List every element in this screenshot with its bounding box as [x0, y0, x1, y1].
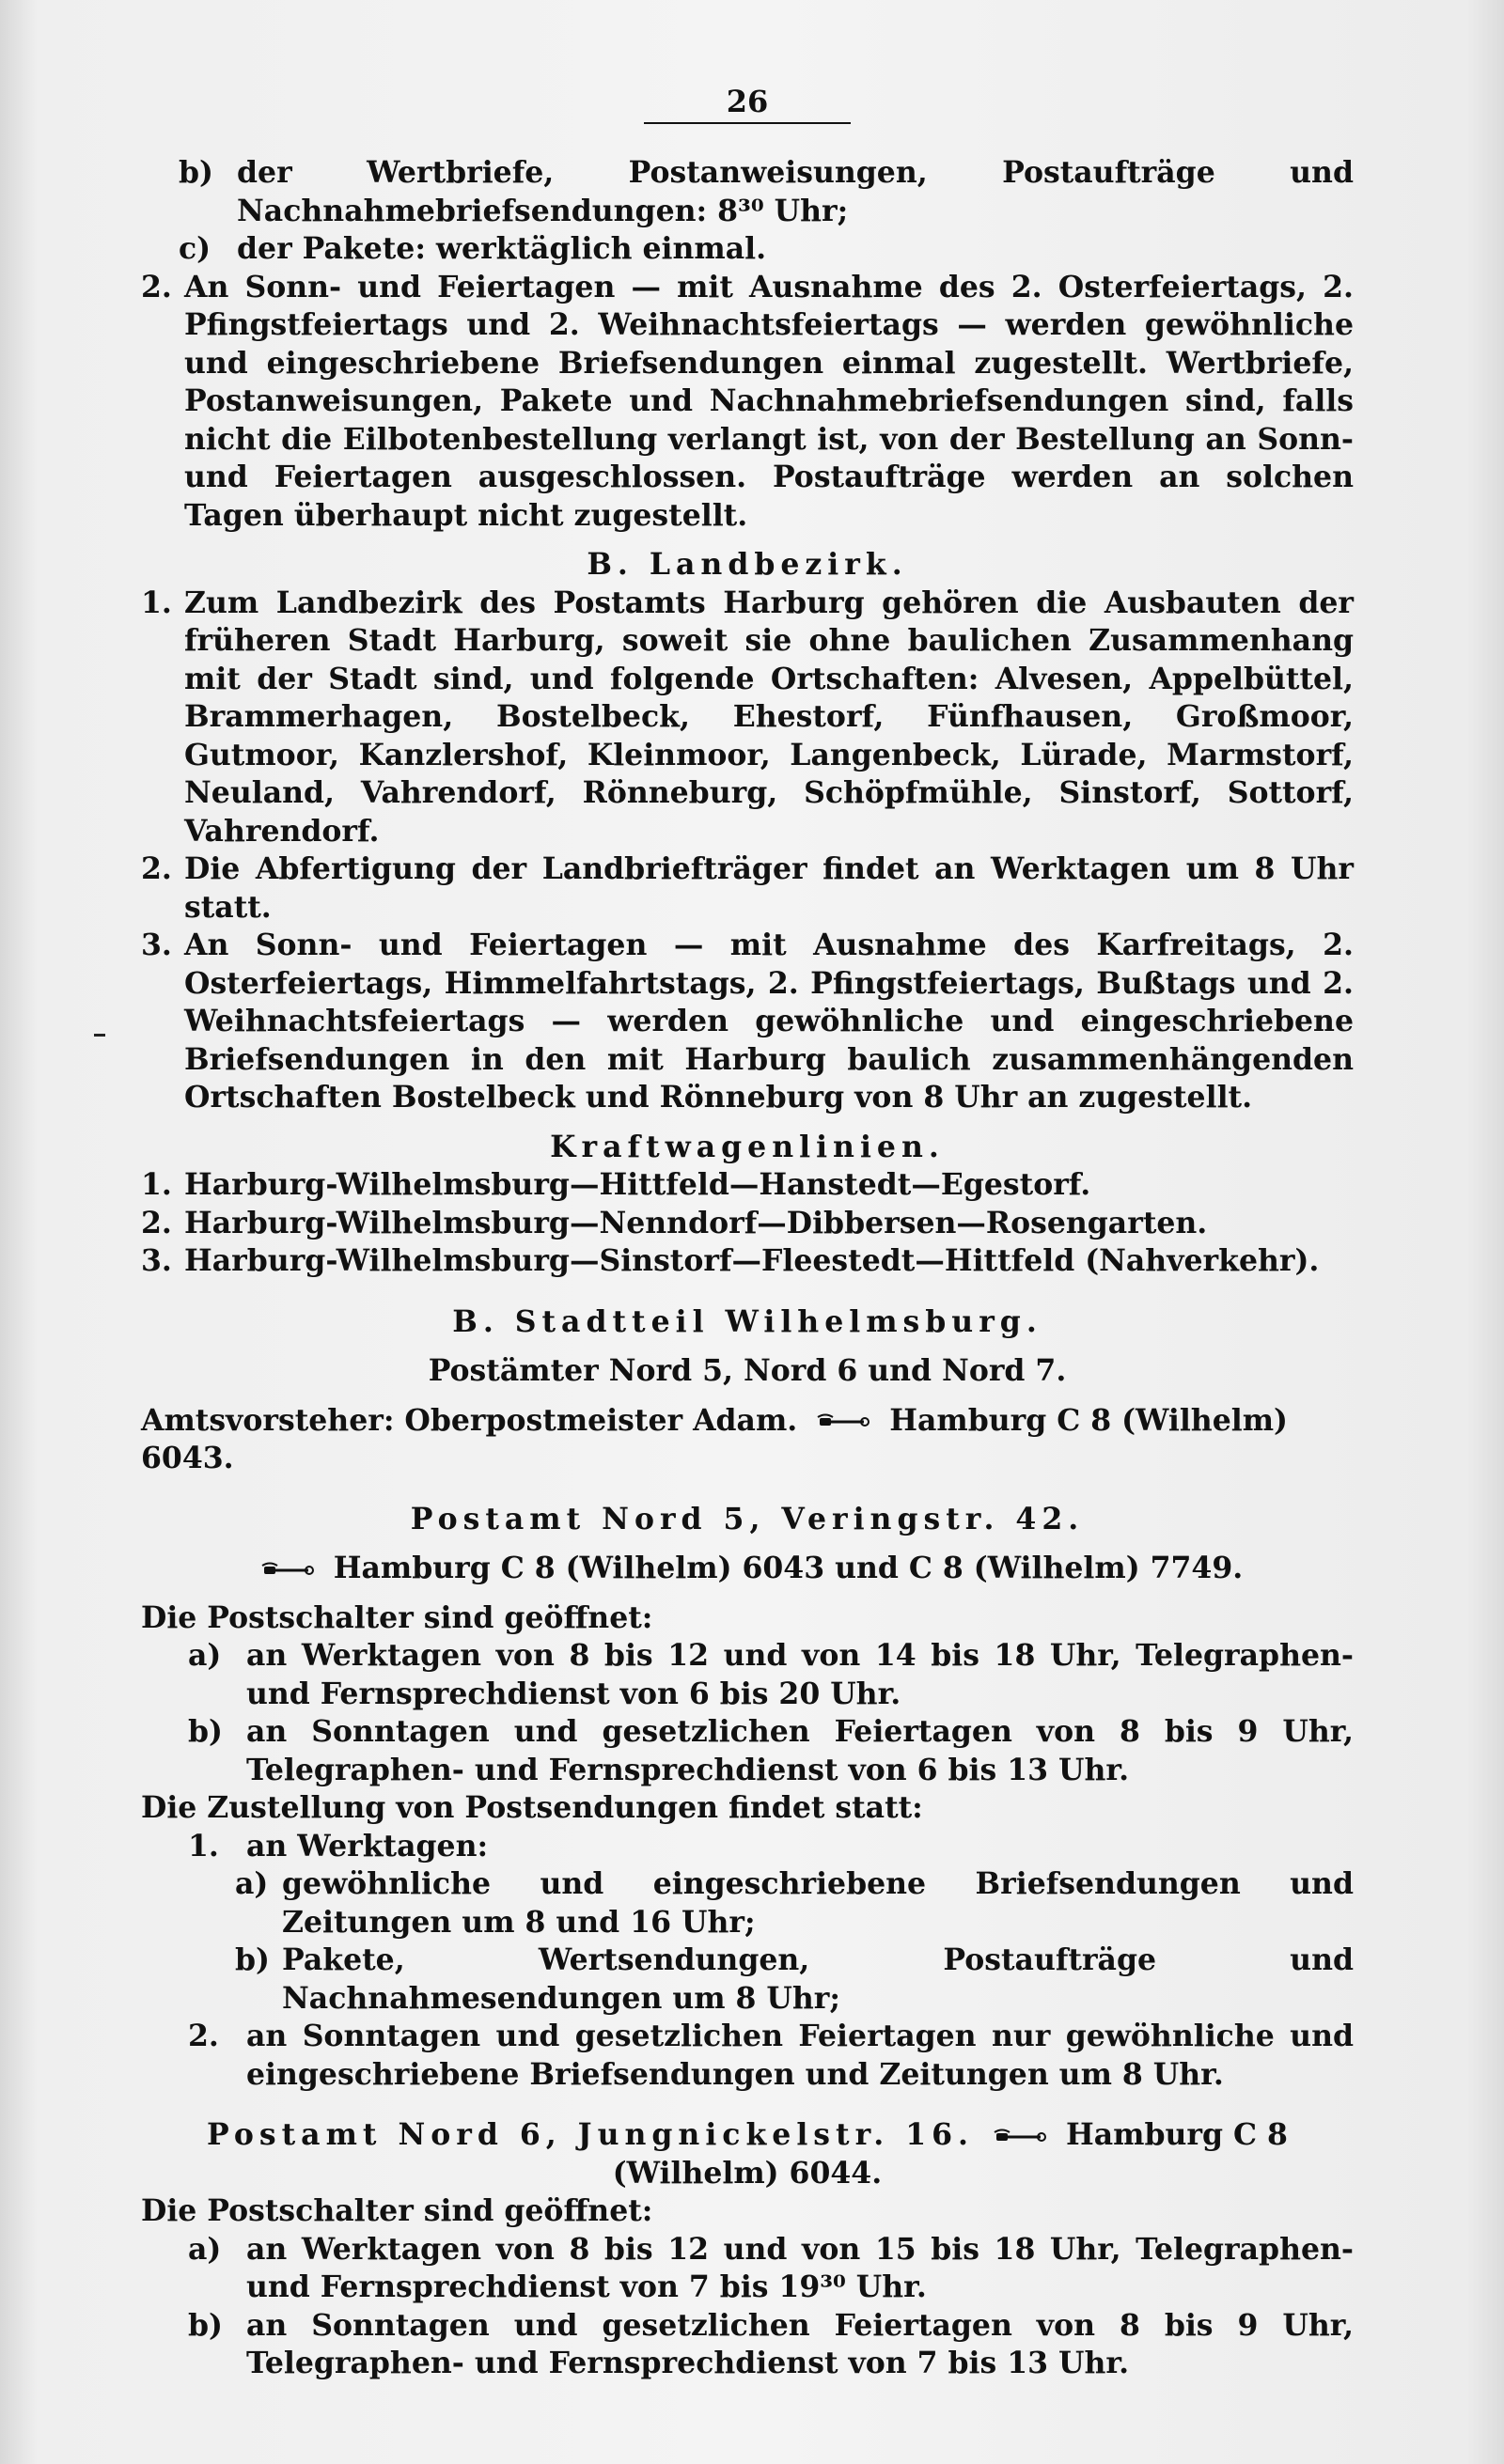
amtsvorsteher-phone: Hamburg C 8 (Wilhelm) 6043.: [141, 1402, 1288, 1475]
zustellung-intro: Die Zustellung von Postsendungen findet statt:: [141, 1790, 923, 1825]
item-text: An Sonn- und Feiertagen — mit Ausnahme des 2. Osterfeiertags, 2. Pfingstfeiertags und 2. Weihnachtsfeiertags — werden gewöhnliche und eingeschriebene Briefsendungen einmal zugestellt. Wertbriefe, Postanweisungen, Pakete und Nachnahmebriefsendungen sind, falls nicht die Eilbotenbestellung verlangt ist, von der Bestellung an Sonn- und Feiertagen ausgeschlossen. Postaufträge werden an solchen Tagen überhaupt nicht zugestellt.: [184, 269, 1354, 533]
item-text: an Sonntagen und gesetzlichen Feiertagen von 8 bis 9 Uhr, Telegraphen- und Fernsprechdienst von 7 bis 13 Uhr.: [246, 2307, 1354, 2380]
list-item: [141, 269, 1354, 536]
section-heading-wilhelmsburg: B. Stadtteil Wilhelmsburg.: [452, 1303, 1042, 1339]
list-item: [141, 585, 1354, 851]
list-item: [141, 1205, 1354, 1243]
item-label: 1.: [141, 1167, 172, 1202]
list-item: [141, 2307, 1354, 2383]
list-item: [141, 2231, 1354, 2307]
telephone-icon: [261, 1562, 314, 1579]
item-label: 1.: [188, 1828, 219, 1864]
schalter-intro: Die Postschalter sind geöffnet:: [141, 2193, 653, 2228]
amtsvorsteher-text: Amtsvorsteher: Oberpostmeister Adam.: [141, 1402, 798, 1438]
postamt-title-text: Postamt Nord 6, Jungnickelstr. 16.: [207, 2117, 975, 2152]
item-text: an Sonntagen und gesetzlichen Feiertagen nur gewöhnliche und eingeschriebene Briefsendungen und Zeitungen um 8 Uhr.: [246, 2019, 1354, 2092]
postamt-phone-text: Hamburg C 8 (Wilhelm) 6043 und C 8 (Wilhelm) 7749.: [333, 1551, 1244, 1585]
list-item: [141, 230, 1354, 269]
schalter-intro: Die Postschalter sind geöffnet:: [141, 1599, 653, 1635]
item-text: Harburg-Wilhelmsburg—Sinstorf—Fleestedt—Hittfeld (Nahverkehr).: [184, 1243, 1320, 1278]
section-subheading: Postämter Nord 5, Nord 6 und Nord 7.: [428, 1353, 1067, 1388]
list-item: [141, 1713, 1354, 1789]
item-text: an Werktagen von 8 bis 12 und von 15 bis 18 Uhr, Telegraphen- und Fernsprechdienst von 7 bis 19³⁰ Uhr.: [246, 2231, 1354, 2304]
item-label: 3.: [141, 928, 172, 962]
item-label: 3.: [141, 1243, 172, 1278]
item-label: b): [188, 2307, 223, 2343]
postamt-nord6-title-line: [141, 2116, 1354, 2192]
item-label: a): [188, 1638, 222, 1673]
list-item: [141, 1242, 1354, 1281]
item-text: Zum Landbezirk des Postamts Harburg gehören die Ausbauten der früheren Stadt Harburg, soweit sie ohne baulichen Zusammenhang mit der Stadt sind, und folgende Ortschaften: Alvesen, Appelbüttel, Brammerhagen, Bostelbeck, Ehestorf, Fünfhausen, Großmoor, Gutmoor, Kanzlershof, Kleinmoor, Langenbeck, Lürade, Marmstorf, Neuland, Vahrendorf, Rönneburg, Schöpfmühle, Sinstorf, Sottorf, Vahrendorf.: [184, 585, 1354, 849]
item-text: Die Abfertigung der Landbriefträger findet an Werktagen um 8 Uhr statt.: [184, 851, 1354, 925]
item-text: an Sonntagen und gesetzlichen Feiertagen von 8 bis 9 Uhr, Telegraphen- und Fernsprechdienst von 6 bis 13 Uhr.: [246, 1714, 1354, 1787]
list-item: [141, 2018, 1354, 2094]
item-text: Pakete, Wertsendungen, Postaufträge und Nachnahmesendungen um 8 Uhr;: [282, 1942, 1354, 2016]
list-item: [141, 1865, 1354, 1942]
list-item: [141, 1942, 1354, 2018]
item-label: 1.: [141, 585, 172, 620]
postamt-nord5-title: [141, 1501, 1354, 1539]
telephone-icon: [994, 2129, 1046, 2145]
list-item: [141, 1828, 1354, 1866]
item-label: 2.: [141, 269, 172, 304]
section-heading-kraftwagenlinien: Kraftwagenlinien.: [550, 1129, 945, 1164]
item-label: b): [188, 1714, 223, 1749]
item-label: a): [188, 2231, 222, 2267]
postamt-title-text: Postamt Nord 5, Veringstr. 42.: [410, 1501, 1085, 1536]
item-label: a): [235, 1866, 269, 1901]
item-text: an Werktagen von 8 bis 12 und von 14 bis 18 Uhr, Telegraphen- und Fernsprechdienst von 6 bis 20 Uhr.: [246, 1638, 1354, 1711]
list-item: [141, 1166, 1354, 1205]
page-content: [141, 83, 1354, 2383]
item-label: 2.: [141, 851, 172, 886]
list-item: [141, 927, 1354, 1117]
item-text: der Wertbriefe, Postanweisungen, Postaufträge und Nachnahmebriefsendungen: 8³⁰ Uhr;: [237, 155, 1354, 228]
item-text: an Werktagen:: [246, 1828, 489, 1864]
postamt-phone-text: Hamburg C 8 (Wilhelm) 6044.: [612, 2117, 1288, 2191]
item-label: 2.: [141, 1205, 172, 1240]
margin-mark: [94, 1034, 105, 1037]
page-number: 26: [644, 83, 851, 124]
amtsvorsteher-line: [141, 1402, 1354, 1478]
item-text: gewöhnliche und eingeschriebene Briefsendungen und Zeitungen um 8 und 16 Uhr;: [282, 1866, 1354, 1940]
item-text: Harburg-Wilhelmsburg—Nenndorf—Dibbersen—Rosengarten.: [184, 1205, 1208, 1240]
item-label: c): [179, 231, 212, 266]
item-text: der Pakete: werktäglich einmal.: [237, 231, 767, 266]
section-heading-landbezirk: B. Landbezirk.: [587, 547, 908, 582]
list-item: [141, 1637, 1354, 1713]
telephone-icon: [817, 1413, 870, 1430]
item-text: Harburg-Wilhelmsburg—Hittfeld—Hanstedt—Egestorf.: [184, 1167, 1091, 1202]
item-text: An Sonn- und Feiertagen — mit Ausnahme des Karfreitags, 2. Osterfeiertags, Himmelfahrtstags, 2. Pfingstfeiertags, Bußtags und 2. Weihnachtsfeiertags — werden gewöhnliche und eingeschriebene Briefsendungen in den mit Harburg baulich zusammenhängenden Ortschaften Bostelbeck und Rönneburg von 8 Uhr an zugestellt.: [184, 928, 1354, 1115]
list-item: [141, 850, 1354, 927]
item-label: b): [235, 1942, 270, 1977]
item-label: b): [179, 155, 213, 190]
postamt-nord5-phone-line: [141, 1550, 1354, 1588]
item-label: 2.: [188, 2019, 219, 2053]
list-item: [141, 154, 1354, 230]
